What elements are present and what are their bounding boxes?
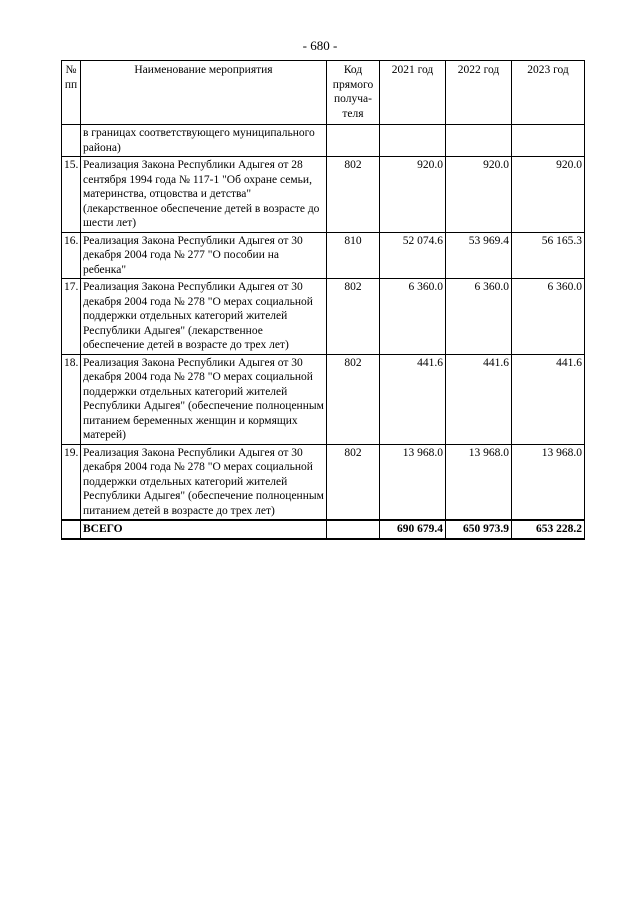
row-2021: 6 360.0 [380,279,446,355]
row-2023: 56 165.3 [512,232,585,279]
row-2021: 441.6 [380,354,446,444]
row-2023: 920.0 [512,157,585,233]
row-2022: 53 969.4 [446,232,512,279]
header-2021: 2021 год [380,61,446,125]
row-2023: 13 968.0 [512,444,585,520]
row-num: 19. [62,444,81,520]
table-row [62,279,585,355]
table-row [62,232,585,279]
row-name: Реализация Закона Республики Адыгея от 30 декабря 2004 года № 277 "О пособии на ребенка" [81,232,327,279]
row-name: Реализация Закона Республики Адыгея от 30 декабря 2004 года № 278 "О мерах социальной поддержки отдельных категорий жителей Республики Адыгея" (обеспечение полноценным питанием детей в возрасте до трех лет) [81,444,327,520]
table-header-row [62,61,585,125]
row-2023: 441.6 [512,354,585,444]
header-code: Код прямого получа- теля [327,61,380,125]
page-number: - 680 - [302,38,338,53]
row-num: 18. [62,354,81,444]
row-2021: 13 968.0 [380,444,446,520]
total-2022: 650 973.9 [446,520,512,539]
row-num: 16. [62,232,81,279]
row-num: 15. [62,157,81,233]
table-row [62,157,585,233]
row-code: 802 [327,354,380,444]
table-row-total [62,520,585,539]
row-num: 17. [62,279,81,355]
table-row [62,354,585,444]
row-code: 802 [327,279,380,355]
row-2022: 441.6 [446,354,512,444]
row-2022: 6 360.0 [446,279,512,355]
row-name: Реализация Закона Республики Адыгея от 28 сентября 1994 года № 117-1 "Об охране семьи, материнства, отцовства и детства" (лекарственное обеспечение детей в возрасте до шести лет) [81,157,327,233]
row-2021 [380,125,446,157]
table-row [62,444,585,520]
row-code: 802 [327,444,380,520]
table-row-continuation [62,125,585,157]
row-2022 [446,125,512,157]
row-2021: 920.0 [380,157,446,233]
header-num: № пп [62,61,81,125]
row-2023 [512,125,585,157]
row-name: в границах соответствующего муниципального района) [81,125,327,157]
row-code: 810 [327,232,380,279]
total-2021: 690 679.4 [380,520,446,539]
total-label: ВСЕГО [81,520,327,539]
row-name: Реализация Закона Республики Адыгея от 30 декабря 2004 года № 278 "О мерах социальной поддержки отдельных категорий жителей Республики Адыгея" (лекарственное обеспечение детей в возрасте до трех лет) [81,279,327,355]
row-2023: 6 360.0 [512,279,585,355]
total-2023: 653 228.2 [512,520,585,539]
header-name: Наименование мероприятия [81,61,327,125]
row-code [327,125,380,157]
row-2022: 920.0 [446,157,512,233]
row-name: Реализация Закона Республики Адыгея от 30 декабря 2004 года № 278 "О мерах социальной поддержки отдельных категорий жителей Республики Адыгея" (обеспечение полноценным питанием беременных женщин и кормящих матерей) [81,354,327,444]
row-num [62,125,81,157]
row-2021: 52 074.6 [380,232,446,279]
header-2022: 2022 год [446,61,512,125]
row-2022: 13 968.0 [446,444,512,520]
total-code [327,520,380,539]
budget-table [61,60,585,540]
row-code: 802 [327,157,380,233]
total-num [62,520,81,539]
header-2023: 2023 год [512,61,585,125]
